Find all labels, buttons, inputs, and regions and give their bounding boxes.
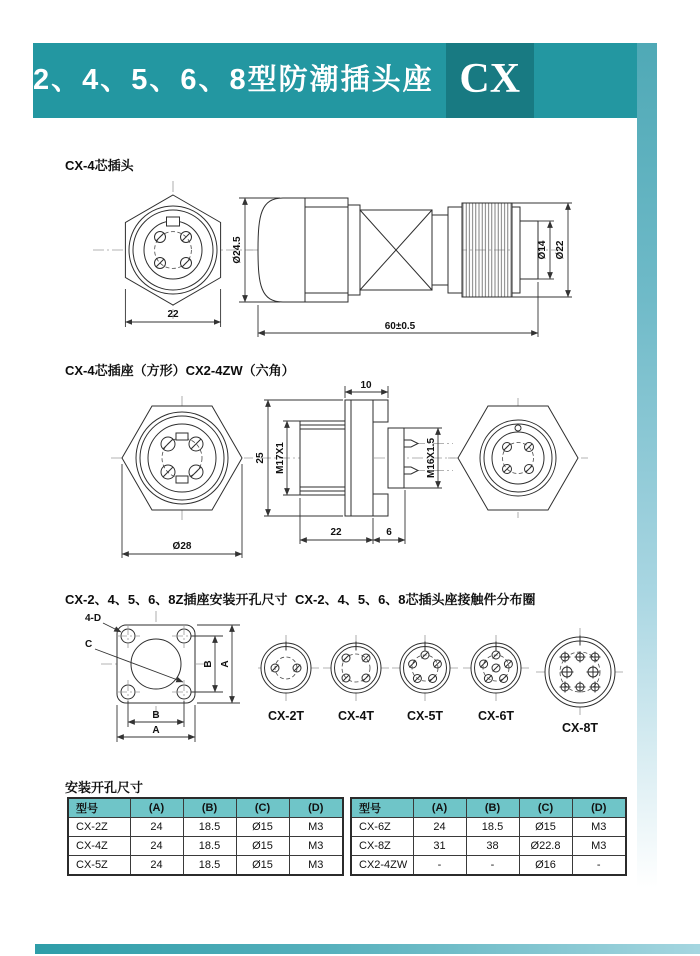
cell-model: CX-8Z: [351, 837, 413, 856]
brand-logo: CX: [446, 43, 534, 118]
label-cx5t: CX-5T: [406, 709, 444, 723]
socket-front-view: [111, 396, 253, 558]
table-row: [68, 818, 343, 837]
dim-flange-tab: 10: [360, 380, 372, 391]
dim-b-vertical: B: [203, 660, 214, 668]
dim-a-horizontal: A: [152, 725, 160, 736]
col-d: (D): [572, 798, 626, 818]
dim-body-dia: Ø24.5: [232, 236, 243, 264]
col-a: (A): [130, 798, 183, 818]
label-cx6t: CX-6T: [477, 709, 515, 723]
table-row: [351, 818, 626, 837]
contact-layout-diagrams: [258, 615, 648, 745]
cell-b: 18.5: [183, 837, 236, 856]
cell-a: 24: [130, 856, 183, 876]
cx4-socket-drawing: [55, 378, 615, 578]
cell-b: -: [466, 856, 519, 876]
cell-a: 24: [130, 818, 183, 837]
cell-b: 38: [466, 837, 519, 856]
cell-d: M3: [289, 818, 343, 837]
col-model: 型号: [351, 798, 413, 818]
label-cx4t: CX-4T: [337, 709, 375, 723]
cell-d: M3: [289, 837, 343, 856]
section3-right-title: CX-2、4、5、6、8芯插头座接触件分布圈: [295, 592, 536, 607]
cell-d: M3: [572, 818, 626, 837]
cell-c: Ø15: [236, 818, 289, 837]
contact-diagram-cx6t: [463, 635, 529, 723]
label-cx2t: CX-2T: [267, 709, 305, 723]
dim-rear-dia: Ø14: [537, 240, 548, 260]
dim-a-vertical: A: [220, 660, 231, 668]
cell-model: CX-4Z: [68, 837, 130, 856]
section2-title: CX-4芯插座（方形）CX2-4ZW（六角）: [65, 363, 295, 378]
dim-body-length: 22: [330, 527, 342, 538]
page-title: 2、4、5、6、8型防潮插头座: [33, 64, 434, 96]
dim-front-width: 22: [167, 309, 179, 320]
cell-c: Ø15: [236, 856, 289, 876]
socket-rear-view: [448, 398, 588, 518]
cx4-plug-drawing: [55, 165, 595, 350]
col-b: (B): [183, 798, 236, 818]
table-row: [351, 837, 626, 856]
header-banner: [33, 43, 638, 118]
dim-knurl-dia: Ø22: [555, 240, 566, 260]
table-header-row: [68, 798, 343, 818]
mounting-dimension-table-left: [67, 797, 344, 876]
table-row: [351, 856, 626, 876]
table-title: 安装开孔尺寸: [65, 780, 144, 795]
section1-title: CX-4芯插头: [65, 158, 134, 173]
bottom-accent-bar: [35, 944, 700, 954]
dim-total-length: 60±0.5: [384, 321, 416, 332]
label-cx8t: CX-8T: [561, 721, 599, 735]
dim-flange-height: 25: [255, 452, 266, 464]
contact-diagram-cx4t: [323, 635, 389, 723]
dim-tail-length: 6: [386, 527, 392, 538]
section3-left-title: CX-2、4、5、6、8Z插座安装开孔尺寸: [65, 592, 288, 607]
cell-a: 31: [413, 837, 466, 856]
label-holes: 4-D: [85, 613, 102, 624]
col-a: (A): [413, 798, 466, 818]
plug-side-view: [232, 198, 572, 337]
cell-c: Ø15: [236, 837, 289, 856]
header-tail: [534, 43, 638, 118]
cell-b: 18.5: [183, 856, 236, 876]
cell-b: 18.5: [466, 818, 519, 837]
table-header-row: [351, 798, 626, 818]
dim-b-horizontal: B: [152, 710, 160, 721]
dim-hex-dia: Ø28: [172, 541, 192, 552]
table-row: [68, 856, 343, 876]
cell-c: Ø22.8: [519, 837, 572, 856]
contact-diagram-cx5t: [392, 635, 458, 723]
cell-d: M3: [572, 837, 626, 856]
dim-front-thread: M17X1: [275, 442, 286, 474]
mounting-hole-drawing: [55, 605, 255, 755]
dim-rear-thread: M16X1.5: [426, 437, 437, 479]
cell-c: Ø15: [519, 818, 572, 837]
cell-c: Ø16: [519, 856, 572, 876]
col-b: (B): [466, 798, 519, 818]
cell-d: M3: [289, 856, 343, 876]
socket-side-view: [255, 380, 455, 544]
contact-diagram-cx2t: [258, 635, 319, 723]
cell-model: CX-6Z: [351, 818, 413, 837]
cell-a: 24: [413, 818, 466, 837]
right-accent-bar: [637, 43, 657, 888]
col-c: (C): [519, 798, 572, 818]
cell-a: 24: [130, 837, 183, 856]
label-bore: C: [85, 639, 93, 650]
table-row: [68, 837, 343, 856]
cell-model: CX-5Z: [68, 856, 130, 876]
cell-b: 18.5: [183, 818, 236, 837]
cell-model: CX2-4ZW: [351, 856, 413, 876]
col-c: (C): [236, 798, 289, 818]
mounting-dimension-table-right: [350, 797, 627, 876]
col-model: 型号: [68, 798, 130, 818]
cell-a: -: [413, 856, 466, 876]
cell-d: -: [572, 856, 626, 876]
plug-front-view: [93, 181, 253, 327]
contact-diagram-cx8t: [536, 628, 624, 735]
col-d: (D): [289, 798, 343, 818]
cell-model: CX-2Z: [68, 818, 130, 837]
